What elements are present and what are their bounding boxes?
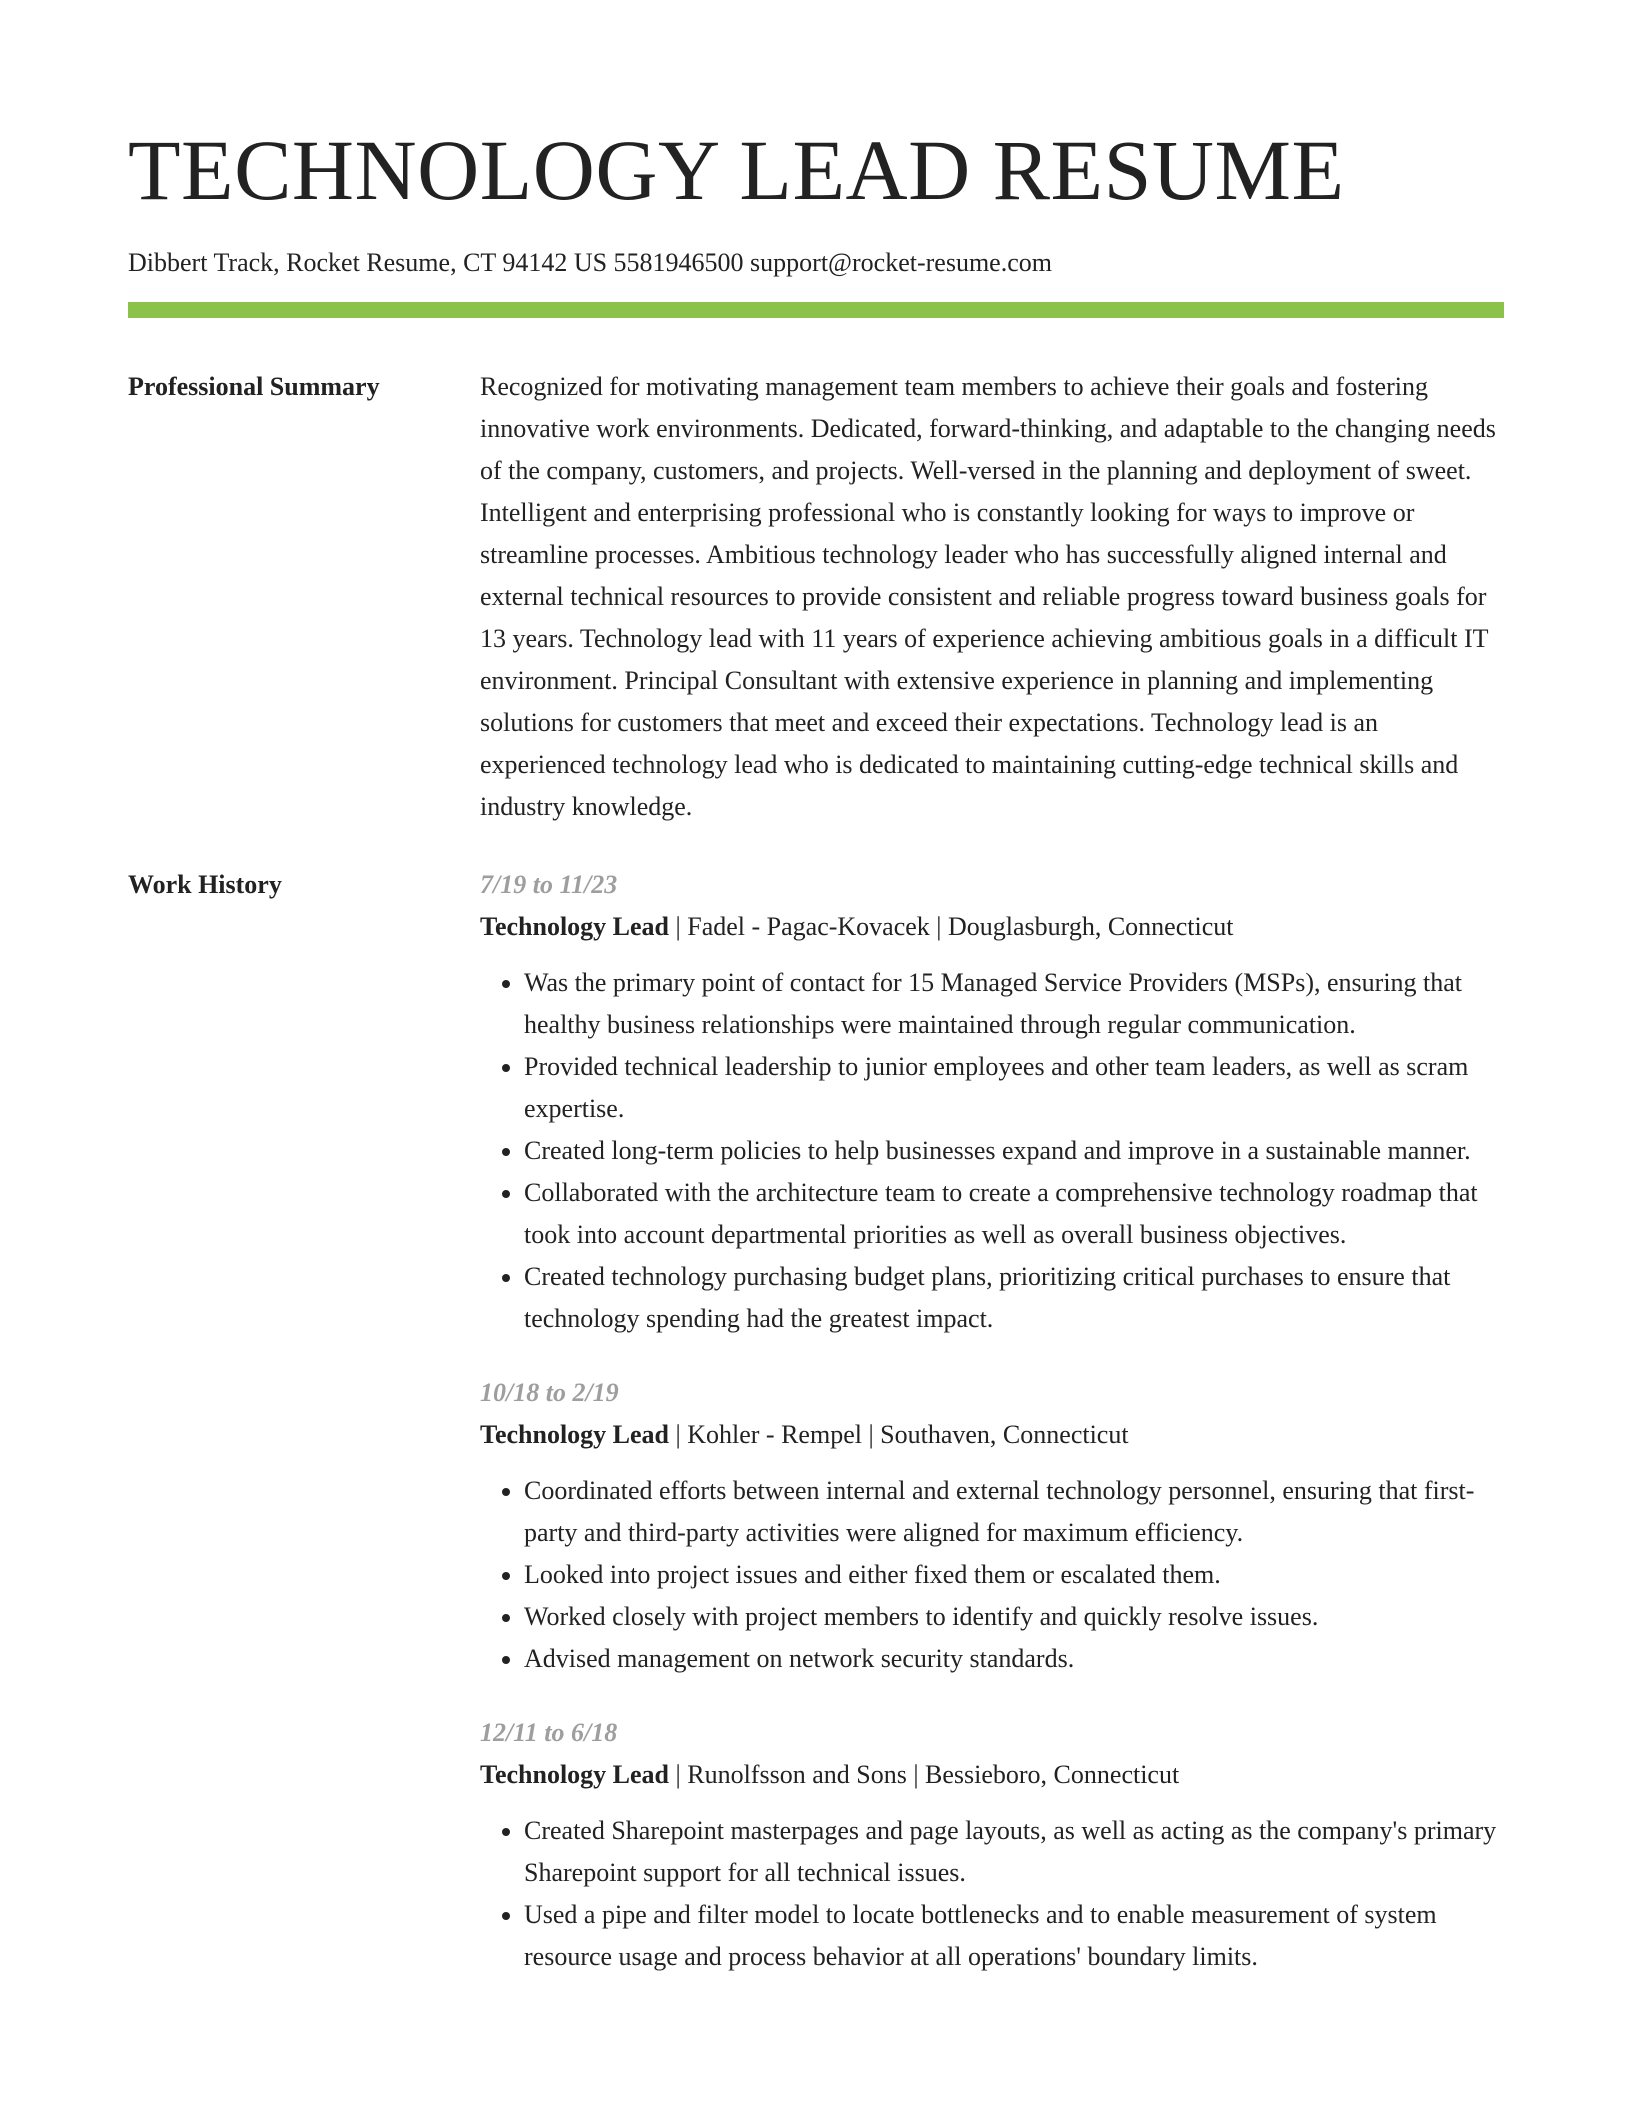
resume-page [128, 0, 1504, 2012]
job-bullet-list [480, 962, 1504, 1340]
job-bullet: • Created long-term policies to help businesses expand and improve in a sustainable manner. [524, 1130, 1504, 1172]
job-title: Technology Lead [480, 1760, 670, 1789]
job-bullet: • Advised management on network security standards. [524, 1638, 1504, 1680]
job-dates: 12/11 to 6/18 [480, 1718, 618, 1747]
professional-summary-section [128, 368, 1504, 828]
job-dates: 7/19 to 11/23 [480, 870, 618, 899]
job-bullet: • Collaborated with the architecture team to create a comprehensive technology roadmap that took into account departmental priorities as well as overall business objectives. [524, 1172, 1504, 1256]
work-history-body [480, 866, 1504, 2012]
job-title: Technology Lead [480, 1420, 670, 1449]
job-heading [480, 1414, 1504, 1456]
job-bullet-list [480, 1810, 1504, 1978]
job-entry [480, 1712, 1504, 1978]
job-entry [480, 864, 1504, 1340]
summary-body [480, 368, 1504, 828]
accent-divider [128, 302, 1504, 318]
job-bullet: • Was the primary point of contact for 15 Managed Service Providers (MSPs), ensuring that healthy business relationships were maintained through regular communication. [524, 962, 1504, 1046]
section-heading-work: Work History [128, 870, 282, 899]
job-details: | Runolfsson and Sons | Bessieboro, Connecticut [669, 1760, 1180, 1789]
job-entry [480, 1372, 1504, 1680]
job-heading [480, 1754, 1504, 1796]
summary-text: Recognized for motivating management team members to achieve their goals and fostering innovative work environments. Dedicated, forward-thinking, and adaptable to the changing needs of the company, customers, and projects. Well-versed in the planning and deployment of sweet. Intelligent and enterprising professional who is constantly looking for ways to improve or streamline processes. Ambitious technology leader who has successfully aligned internal and external technical resources to provide consistent and reliable progress toward business goals for 13 years. Technology lead with 11 years of experience achieving ambitious goals in a difficult IT environment. Principal Consultant with extensive experience in planning and implementing solutions for customers that meet and exceed their expectations. Technology lead is an experienced technology lead who is dedicated to maintaining cutting-edge technical skills and industry knowledge. [480, 372, 1496, 821]
job-title: Technology Lead [480, 912, 670, 941]
section-heading-summary: Professional Summary [128, 372, 380, 401]
job-dates: 10/18 to 2/19 [480, 1378, 619, 1407]
contact-line: Dibbert Track, Rocket Resume, CT 94142 US 5581946500 support@rocket-resume.com [128, 248, 1052, 277]
job-bullet: • Provided technical leadership to junior employees and other team leaders, as well as scram expertise. [524, 1046, 1504, 1130]
job-bullet: • Looked into project issues and either fixed them or escalated them. [524, 1554, 1504, 1596]
resume-title: TECHNOLOGY LEAD RESUME [128, 122, 1345, 218]
job-details: | Fadel - Pagac-Kovacek | Douglasburgh, Connecticut [669, 912, 1234, 941]
job-bullet: • Created technology purchasing budget plans, prioritizing critical purchases to ensure that technology spending had the greatest impact. [524, 1256, 1504, 1340]
job-bullet: • Created Sharepoint masterpages and page layouts, as well as acting as the company's primary Sharepoint support for all technical issues. [524, 1810, 1504, 1894]
job-bullet: • Worked closely with project members to identify and quickly resolve issues. [524, 1596, 1504, 1638]
work-history-section [128, 866, 1504, 2012]
job-bullet: • Coordinated efforts between internal and external technology personnel, ensuring that first-party and third-party activities were aligned for maximum efficiency. [524, 1470, 1504, 1554]
job-heading [480, 906, 1504, 948]
job-details: | Kohler - Rempel | Southaven, Connecticut [669, 1420, 1129, 1449]
job-bullet: • Used a pipe and filter model to locate bottlenecks and to enable measurement of system resource usage and process behavior at all operations' boundary limits. [524, 1894, 1504, 1978]
job-bullet-list [480, 1470, 1504, 1680]
